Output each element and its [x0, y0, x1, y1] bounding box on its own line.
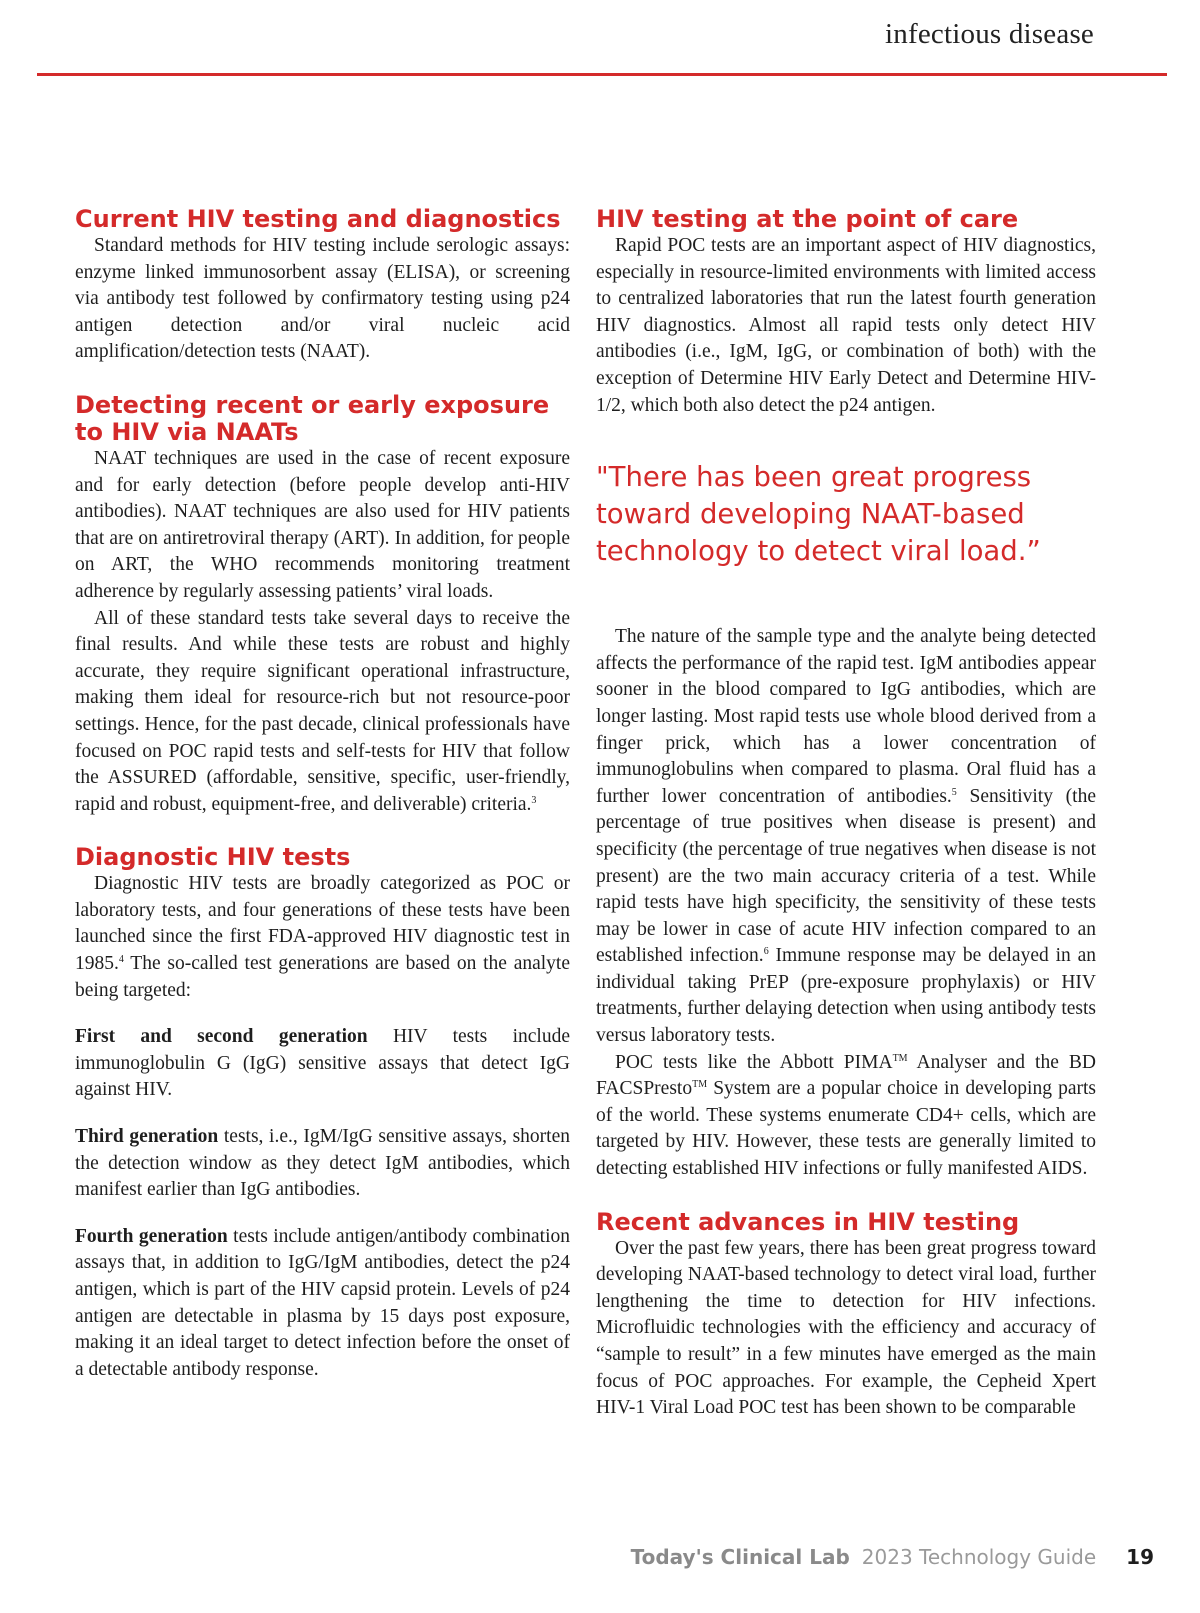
section-label: infectious disease: [885, 18, 1094, 50]
page-number: 19: [1126, 1545, 1154, 1569]
paragraph-recent-advances: Over the past few years, there has been great progress toward developing NAAT-based technology to detect viral load, further lengthening the time to detection for HIV infections. Microfluidic technologies with the efficiency and accuracy of “sample to result” in a few minutes have emerged as the main focus of POC approaches. For example, the Cepheid Xpert HIV-1 Viral Load POC test has been shown to be comparable: [596, 1237, 1096, 1419]
paragraph-first-second-generation: First and second generation HIV tests include immunoglobulin G (IgG) sensitive assays that detect IgG against HIV.: [75, 1026, 570, 1101]
paragraph-standard-tests: All of these standard tests take several days to receive the final results. And while these tests are robust and highly accurate, they require significant operational infrastructure, making them ideal for resource-rich but not resource-poor settings. Hence, for the past decade, clinical professionals have focused on POC rapid tests and self-tests for HIV that follow the ASSURED (affordable, sensitive, specific, user-friendly, rapid and robust, equipment-free, and deliverable) criteria.$^3$: [75, 607, 570, 815]
paragraph-naat-techniques: NAAT techniques are used in the case of recent exposure and for early detection (before people develop anti-HIV antibodies). NAAT techniques are also used for HIV patients that are on antiretroviral therapy (ART). In addition, for people on ART, the WHO recommends monitoring treatment adherence by regularly assessing patients’ viral loads.: [75, 447, 570, 602]
trademark-mark: TM: [892, 1052, 908, 1064]
right-column: [596, 206, 1096, 1422]
paragraph-poc-cd4-tests: POC tests like the Abbott PIMA™ Analyser and the BD FACSPresto™ System are a popular choice in developing parts of the world. These systems enumerate CD4+ cells, which are targeted by HIV. However, these tests are generally limited to detecting established HIV infections or fully manifested AIDS.: [596, 1051, 1096, 1180]
paragraph-rapid-poc-tests: Rapid POC tests are an important aspect of HIV diagnostics, especially in resource-limited environments with limited access to centralized laboratories that run the latest fourth generation HIV diagnostics. Almost all rapid tests only detect HIV antibodies (i.e., IgM, IgG, or combination of both) with the exception of Determine HIV Early Detect and Determine HIV-1/2, which both also detect the p24 antigen.: [596, 235, 1096, 416]
reference-4: 4: [118, 954, 124, 966]
paragraph-third-generation: Third generation tests, i.e., IgM/IgG sensitive assays, shorten the detection window as they detect IgM antibodies, which manifest earlier than IgG antibodies.: [75, 1126, 570, 1201]
pull-quote: "There has been great progress toward developing NAAT-based technology to detect viral load.”: [596, 461, 1041, 568]
paragraph-fourth-generation: Fourth generation tests include antigen/antibody combination assays that, in addition to IgG/IgM antibodies, detect the p24 antigen, which is part of the HIV capsid protein. Levels of p24 antigen are detectable in plasma by 15 days post exposure, making it an ideal target to detect infection before the onset of a detectable antibody response.: [75, 1225, 570, 1380]
left-column: [75, 206, 570, 1383]
heading-point-of-care: HIV testing at the point of care: [596, 205, 1019, 233]
heading-current-hiv-testing: Current HIV testing and diagnostics: [75, 205, 561, 233]
reference-5: 5: [951, 786, 957, 798]
header-divider: [37, 73, 1167, 76]
paragraph-standard-methods: Standard methods for HIV testing include serologic assays: enzyme linked immunosorbent assay (ELISA), or screening via antibody test followed by confirmatory testing using p24 antigen detection and/or viral nucleic acid amplification/detection tests (NAAT).: [75, 235, 570, 363]
heading-detecting-exposure: Detecting recent or early exposure to HIV via NAATs: [75, 390, 550, 446]
guide-title: 2023 Technology Guide: [861, 1545, 1097, 1569]
trademark-mark: TM: [692, 1079, 708, 1091]
heading-recent-advances: Recent advances in HIV testing: [596, 1207, 1020, 1236]
heading-diagnostic-hiv-tests: Diagnostic HIV tests: [75, 843, 351, 872]
reference-6: 6: [763, 946, 769, 958]
paragraph-diagnostic-tests: Diagnostic HIV tests are broadly categorized as POC or laboratory tests, and four generations of these tests have been launched since the first FDA-approved HIV diagnostic test in 1985.$^4$ The so-called test generations are based on the analyte being targeted:: [75, 873, 570, 1001]
page-footer: [631, 1545, 1154, 1569]
publication-name: Today's Clinical Lab: [630, 1545, 850, 1569]
reference-3: 3: [531, 794, 537, 806]
paragraph-sample-type: The nature of the sample type and the analyte being detected affects the performance of the rapid test. IgM antibodies appear sooner in the blood compared to IgG antibodies, which are longer lasting. Most rapid tests use whole blood derived from a finger prick, which has a lower concentration of immunoglobulins when compared to plasma. Oral fluid has a further lower concentration of antibodies.$^5$ Sensitivity (the percentage of true positives when disease is present) and specificity (the percentage of true negatives when disease is not present) are the two main accuracy criteria of a test. While rapid tests have high specificity, the sensitivity of these tests may be lower in case of acute HIV infection compared to an established infection.$^6$ Immune response may be delayed in an individual taking PrEP (pre-exposure prophylaxis) or HIV treatments, further delaying detection when using antibody tests versus laboratory tests.: [596, 626, 1097, 1047]
